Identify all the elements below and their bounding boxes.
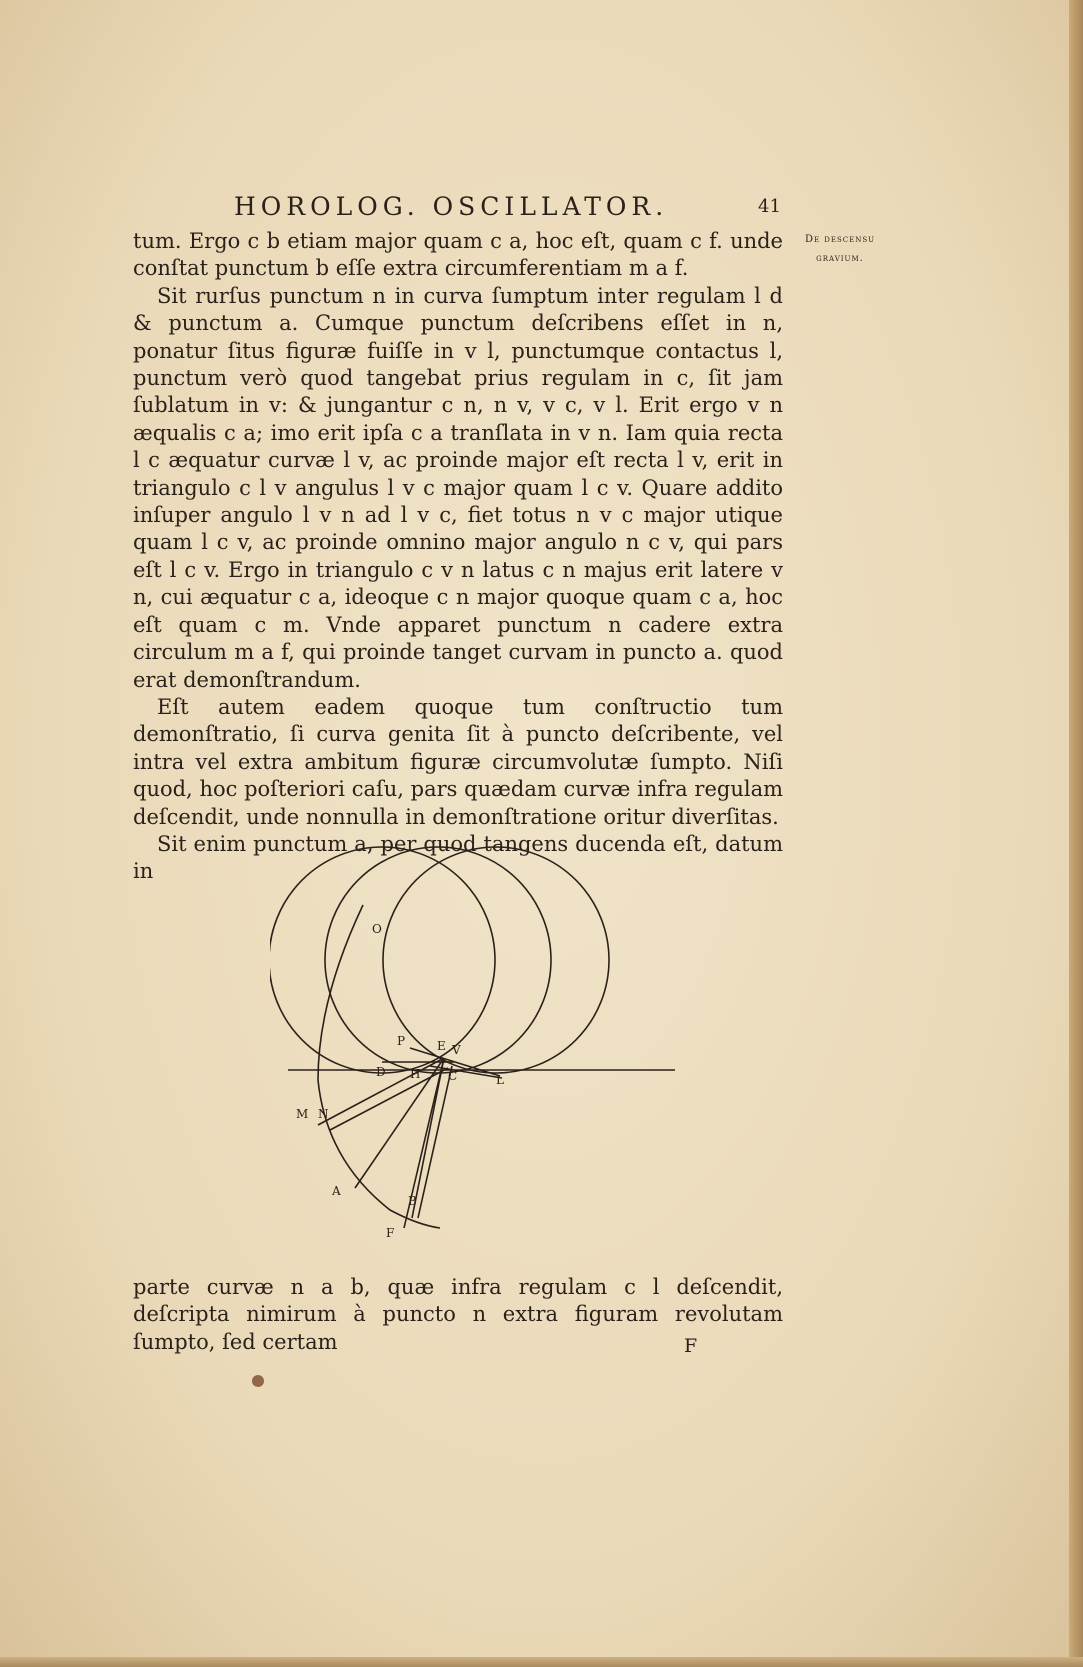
paragraph: tum. Ergo c b etiam major quam c a, hoc eſt, quam c f. unde conſtat punctum b eſſe extra circumferentiam m a f. <box>133 229 783 281</box>
paragraph: parte curvæ n a b, quæ infra regulam c l deſcendit, deſcripta nimirum à puncto n extra figuram revolutam ſumpto, ſed certam <box>133 1275 783 1354</box>
paragraph: Sit rurſus punctum n in curva ſumptum inter regulam l d & punctum a. Cumque punctum deſcribens eſſet in n, ponatur ſitus figuræ fuiſſe in v l, punctumque contactus l, punctum verò quod tangebat prius regulam in c, ſit jam ſublatum in v: & jungantur c n, n v, v c, v l. Erit ergo v n æqualis c a; imo erit ipſa c a tranſlata in v n. Iam quia recta l c æquatur curvæ l v, ac proinde major eſt recta l v, erit in triangulo c l v angulus l v c major quam l c v. Quare addito inſuper angulo l v n ad l v c, fiet totus n v c major utique quam l c v, ac proinde omnino major angulo n c v, qui pars eſt l c v. Ergo in triangulo c v n latus c n majus erit latere v n, cui æquatur c a, ideoque c n major quoque quam c a, hoc eſt quam c m. Vnde apparet punctum n cadere extra circulum m a f, qui proinde tanget curvam in puncto a. quod erat demonſtrandum. <box>133 283 783 692</box>
margin-note <box>785 230 895 268</box>
paragraph: Sit enim punctum a, per quod tangens ducenda eſt, datum in <box>133 831 783 884</box>
label-a: A <box>332 1184 341 1198</box>
label-n: N <box>318 1107 329 1121</box>
label-e: E <box>437 1039 446 1053</box>
label-m: M <box>296 1107 309 1121</box>
label-b: B <box>408 1194 417 1208</box>
page-number: 41 <box>758 196 781 217</box>
margin-note-line-1: De descensu <box>804 234 876 245</box>
label-p: P <box>397 1034 406 1048</box>
paragraph: Eſt autem eadem quoque tum conſtructio tum demonſtratio, ſi curva genita ſit à puncto deſcribente, vel intra vel extra ambitum figuræ circumvolutæ ſumpto. Niſi quod, hoc poſteriori caſu, pars quædam curvæ infra regulam deſcendit, unde nonnulla in demonſtratione oritur diverſitas. <box>133 694 783 829</box>
signature-mark: F <box>684 1335 698 1357</box>
main-text-top <box>133 228 783 886</box>
label-d: D <box>376 1065 386 1079</box>
label-v: V <box>452 1043 461 1057</box>
page-edge-right <box>1069 0 1083 1667</box>
label-o: O <box>372 922 382 936</box>
label-f: F <box>386 1226 395 1240</box>
geometric-figure <box>270 840 690 1270</box>
running-title: HOROLOG. OSCILLATOR. <box>234 192 669 221</box>
label-h: H <box>410 1067 421 1081</box>
ink-stain <box>252 1375 264 1387</box>
circle-right <box>383 847 609 1073</box>
label-l: L <box>496 1073 504 1087</box>
margin-note-line-2: gravium. <box>816 253 864 264</box>
label-c: C <box>448 1069 458 1083</box>
page-edge-bottom <box>0 1657 1083 1667</box>
